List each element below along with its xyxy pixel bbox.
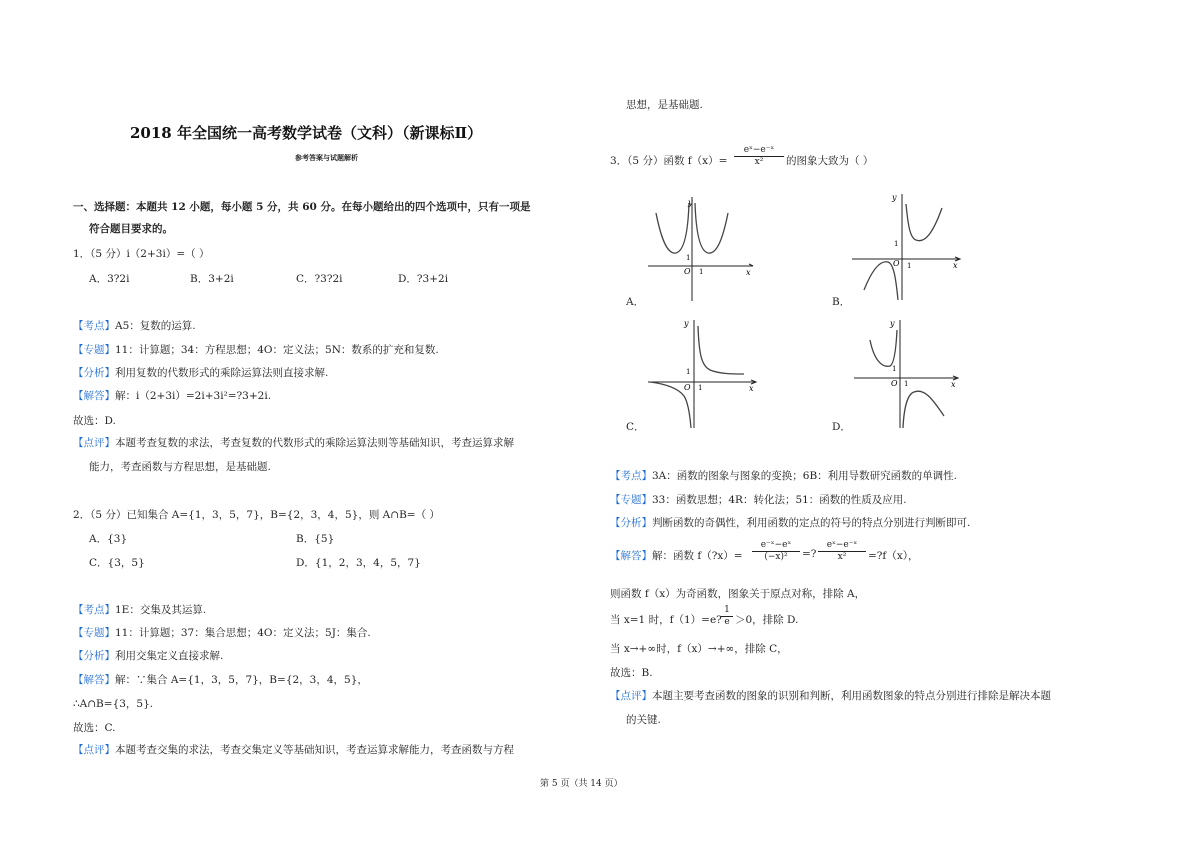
graph-a bbox=[648, 193, 758, 305]
graph-a-curve-left bbox=[656, 203, 689, 253]
q3-jieda-frac2-num: eˣ−e⁻ˣ bbox=[826, 540, 858, 550]
q2-dianping bbox=[73, 742, 514, 757]
graph-a-origin: O bbox=[684, 267, 691, 276]
tag-dianping: 【点评】 bbox=[610, 690, 652, 702]
q1-fenxi-text: 利用复数的代数形式的乘除运算法则直接求解. bbox=[115, 367, 329, 379]
q3-line3-post: ＞0，排除 D. bbox=[735, 614, 799, 626]
q1-jieda bbox=[73, 388, 271, 403]
tag-dianping: 【点评】 bbox=[73, 437, 115, 449]
graph-c-x-one: 1 bbox=[698, 384, 703, 392]
q1-zhuanti-text: 11：计算题；34：方程思想；4O：定义法；5N：数系的扩充和复数. bbox=[115, 344, 439, 356]
q2-option-d: D．{1，2，3，4，5，7} bbox=[296, 557, 421, 569]
graph-b-origin: O bbox=[893, 259, 900, 268]
q1-dianping bbox=[73, 435, 514, 450]
q3-guxuan: 故选：B. bbox=[610, 667, 653, 679]
graph-c-origin: O bbox=[684, 383, 691, 392]
q1-stem: 1．（5 分）i（2+3i）=（ ） bbox=[73, 248, 210, 260]
q2-stem: 2．（5 分）已知集合 A={1，3，5，7}，B={2，3，4，5}，则 A∩B=（ ） bbox=[73, 509, 440, 521]
q2-option-a: A．{3} bbox=[89, 533, 128, 545]
tag-kaodian: 【考点】 bbox=[73, 320, 115, 332]
q3-kaodian-text: 3A：函数的图象与图象的变换；6B：利用导数研究函数的单调性. bbox=[652, 470, 957, 482]
q3-fenxi bbox=[610, 515, 970, 530]
graph-c-y-label: y bbox=[684, 319, 689, 328]
q3-stem-pre: 3．（5 分）函数 f（x）= bbox=[610, 155, 728, 167]
q2-kaodian bbox=[73, 602, 206, 617]
graph-d bbox=[854, 316, 962, 432]
q3-jieda-frac1-den: (−x)² bbox=[752, 551, 800, 562]
q3-option-c: C． bbox=[626, 421, 645, 433]
section-heading: 一、选择题：本题共 12 小题，每小题 5 分，共 60 分。在每小题给出的四个选项中，只有一项是 bbox=[73, 201, 531, 213]
q2-zhuanti bbox=[73, 625, 371, 640]
q2-fenxi-text: 利用交集定义直接求解. bbox=[115, 650, 224, 662]
graph-a-x-one: 1 bbox=[699, 268, 704, 276]
q3-jieda-post: =?f（x）， bbox=[868, 550, 919, 562]
graph-d-x-one: 1 bbox=[904, 380, 909, 388]
graph-b-curve-right bbox=[906, 204, 942, 241]
q2-guxuan: 故选：C. bbox=[73, 722, 116, 734]
graph-d-origin: O bbox=[891, 379, 898, 388]
q3-kaodian bbox=[610, 468, 957, 483]
q2-option-c: C．{3，5} bbox=[89, 557, 145, 569]
tag-jieda: 【解答】 bbox=[610, 550, 652, 562]
graph-b-y-label: y bbox=[892, 193, 897, 202]
graph-b-x-one: 1 bbox=[907, 262, 912, 270]
q3-zhuanti bbox=[610, 492, 907, 507]
q1-jieda-text: 解：i（2+3i）=2i+3i²=?3+2i. bbox=[115, 390, 272, 402]
graph-a-y-label: y bbox=[688, 198, 693, 207]
q3-line3-frac-num: 1 bbox=[724, 605, 730, 615]
q3-jieda-frac2-den: x² bbox=[818, 551, 866, 562]
q3-fraction-den: x² bbox=[734, 156, 784, 167]
graph-c-curve-right bbox=[698, 326, 744, 374]
tag-zhuanti: 【专题】 bbox=[73, 344, 115, 356]
tag-zhuanti: 【专题】 bbox=[610, 494, 652, 506]
graph-b-x-label: x bbox=[953, 261, 958, 270]
q3-jieda-frac2 bbox=[818, 540, 866, 562]
q3-line4: 当 x→+∞时，f（x）→+∞，排除 C， bbox=[610, 643, 788, 655]
q3-fraction bbox=[734, 145, 784, 167]
q1-fenxi bbox=[73, 365, 328, 380]
q3-stem-post: 的图象大致为（ ） bbox=[786, 155, 874, 167]
q2-jieda-text: 解：∵集合 A={1，3，5，7}，B={2，3，4，5}， bbox=[115, 674, 368, 686]
page-title: 2018 年全国统一高考数学试卷（文科）（新课标Ⅱ） bbox=[130, 124, 483, 142]
q1-guxuan: 故选：D. bbox=[73, 415, 116, 427]
q3-line3-pre: 当 x=1 时，f（1）=e? bbox=[610, 614, 722, 626]
q1-option-b: B．3+2i bbox=[190, 273, 234, 285]
q3-fraction-num: eˣ−e⁻ˣ bbox=[743, 145, 775, 155]
tag-jieda: 【解答】 bbox=[73, 674, 115, 686]
tag-dianping: 【点评】 bbox=[73, 744, 115, 756]
q3-line3-frac-den: e bbox=[721, 616, 733, 627]
graph-c bbox=[648, 316, 760, 432]
q3-jieda-mid: =? bbox=[802, 548, 817, 560]
tag-zhuanti: 【专题】 bbox=[73, 627, 115, 639]
graph-c-x-label: x bbox=[749, 384, 754, 393]
page-subtitle: 参考答案与试题解析 bbox=[295, 153, 358, 162]
q3-option-d: D． bbox=[832, 421, 851, 433]
graph-d-curve-right bbox=[903, 391, 944, 428]
q3-dianping-text: 本题主要考查函数的图象的识别和判断，利用函数图象的特点分别进行排除是解决本题 bbox=[652, 690, 1051, 702]
q1-option-a: A．3?2i bbox=[89, 273, 130, 285]
graph-a-x-label: x bbox=[746, 268, 751, 277]
q3-jieda-frac1 bbox=[752, 540, 800, 562]
section-heading-cont: 符合题目要求的。 bbox=[89, 223, 173, 235]
q1-kaodian bbox=[73, 318, 196, 333]
graph-c-y-one: 1 bbox=[686, 368, 691, 376]
graph-a-curve-right bbox=[695, 203, 728, 253]
q2-jieda-cont: ∴A∩B={3，5}. bbox=[73, 698, 154, 710]
q1-kaodian-text: A5：复数的运算. bbox=[115, 320, 196, 332]
graph-a-y-one: 1 bbox=[686, 254, 691, 262]
tag-kaodian: 【考点】 bbox=[610, 470, 652, 482]
q3-fenxi-text: 判断函数的奇偶性，利用函数的定点的符号的特点分别进行判断即可. bbox=[652, 517, 971, 529]
q1-dianping-text: 本题考查复数的求法，考查复数的代数形式的乘除运算法则等基础知识，考查运算求解 bbox=[115, 437, 514, 449]
q1-dianping-cont: 能力，考查函数与方程思想，是基础题. bbox=[89, 461, 271, 473]
tag-fenxi: 【分析】 bbox=[73, 650, 115, 662]
q2-fenxi bbox=[73, 648, 223, 663]
q3-jieda bbox=[610, 548, 743, 563]
q1-option-c: C．?3?2i bbox=[296, 273, 343, 285]
q3-line3-frac bbox=[721, 605, 733, 627]
tag-kaodian: 【考点】 bbox=[73, 604, 115, 616]
q3-jieda-frac1-num: e⁻ˣ−eˣ bbox=[760, 540, 792, 550]
q3-dianping bbox=[610, 688, 1051, 703]
q3-line2: 则函数 f（x）为奇函数，图象关于原点对称，排除 A， bbox=[610, 588, 866, 600]
q2-kaodian-text: 1E：交集及其运算. bbox=[115, 604, 207, 616]
graph-d-x-label: x bbox=[951, 380, 956, 389]
graph-d-y-label: y bbox=[890, 319, 895, 328]
q2-option-b: B．{5} bbox=[296, 533, 335, 545]
q2-dianping-text: 本题考查交集的求法，考查交集定义等基础知识，考查运算求解能力，考查函数与方程 bbox=[115, 744, 514, 756]
q2-jieda bbox=[73, 672, 368, 687]
q1-option-d: D．?3+2i bbox=[398, 273, 449, 285]
graph-d-y-one: 1 bbox=[892, 365, 897, 373]
q3-jieda-text: 解：函数 f（?x）= bbox=[652, 550, 743, 562]
tag-jieda: 【解答】 bbox=[73, 390, 115, 402]
q3-dianping-cont: 的关键. bbox=[626, 714, 661, 726]
graph-b bbox=[852, 190, 962, 304]
tag-fenxi: 【分析】 bbox=[610, 517, 652, 529]
page-footer: 第 5 页（共 14 页） bbox=[540, 779, 623, 789]
tag-fenxi: 【分析】 bbox=[73, 367, 115, 379]
q1-zhuanti bbox=[73, 342, 439, 357]
q3-option-b: B． bbox=[832, 296, 851, 308]
q2-zhuanti-text: 11：计算题；37：集合思想；4O：定义法；5J：集合. bbox=[115, 627, 371, 639]
graph-d-curve-left bbox=[870, 330, 897, 366]
q3-option-a: A． bbox=[626, 296, 645, 308]
prev-continuation: 思想，是基础题. bbox=[626, 99, 703, 111]
q3-zhuanti-text: 33：函数思想；4R：转化法；51：函数的性质及应用. bbox=[652, 494, 907, 506]
graph-b-y-one: 1 bbox=[894, 240, 899, 248]
